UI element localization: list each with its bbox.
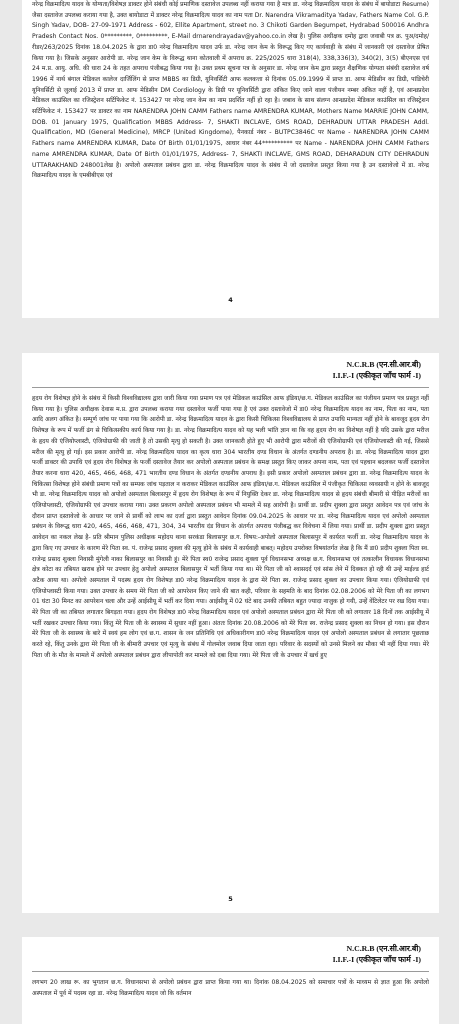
header-iif: I.I.F.-I (एकीकृत जाँच फार्म -I) — [332, 371, 421, 380]
document-page-6 — [22, 937, 439, 1024]
page-body-text: हृदय रोग विशेषज्ञ होने के संबंध में किसी विश्वविद्यालय द्वारा जारी किया गया प्रमाण पत्र एवं मेडिकल काउंसिल आफ इंडिया/छ.ग. मेडिकल काउंसिल का पंजीयन प्रमाण पत्र प्रस्तुत नहीं किया गया है। पुलिस अधीक्षक देवास म.प्र. द्वारा उपलब्ध कराया गया दस्तावेज फर्जी पाया गया है एवं उक्त दस्तावेजो में डा0 नरेन्द्र विक्रमादित्य यादव का नाम, पिता का नाम, पता आदि अलग अंकित है। सम्पूर्ण जांच पर पाया गया कि आरोपी डा. नरेन्द्र विक्रमादित्य यादव के द्वारा किसी चिकित्सा विश्वविद्यालय से प्राप्त उपाधि मान्यता नहीं होने के बावजूद हृदय रोग विशेषज्ञ के रूप में फर्जी ढंग से चिकित्सकीय कार्य किया गया है। डा. नरेन्द्र विक्रमादित्य यादव को यह भली भांति ज्ञान था कि वह हृदय रोग का विशेषज्ञ नहीं है यदि उसके द्वारा मरीज के हृदय की एंजियोप्लास्टी, एंजियोग्राफी की जाती है तो उसकी मृत्यु हो सकती है। उक्त जानकारी होते हुए भी आरोपी द्वारा मरीजों की एंजियोग्राफी एवं एंजियोप्लास्टी की गई, जिससे मरीज की मृत्यु हो गई। इस प्रकार आरोपी डा. नरेन्द्र विक्रमादित्य यादव का कृत्य धारा 304 भारतीय दण्ड विधान के अंतर्गत दण्डनीय अपराध है। डा. नरेन्द्र विक्रमादित्य यादव द्वारा फर्जी डाक्टर की उपाधि एवं हृदय रोग विशेषज्ञ के फर्जी दस्तावेज तैयार कर अपोलो अस्पताल प्रबंधन के समक्ष प्रस्तुत किए जाकर अपना नाम, पता एवं पहचान बदलकर फर्जी दस्तावेज तैयार करना धारा 420, 465, 466, 468, 471 भारतीय दण्ड विधान के अंतर्गत दण्डनीय अपराध है। इसी प्रकार अपोलो अस्पताल प्रबंधन द्वारा डा. नरेन्द्र विक्रमादित्य यादव के चिकित्सा विशेषज्ञ होने संबंधी प्रमाण पत्रों का सम्यक जांच पड़ताल न कराकर मेडिकल काउंसिल आफ इंडिया/छ.ग. मेडिकल काउंसिल में पंजीकृत चिकित्सा व्यवसायी न होने के बावजूद भी डा. नरेन्द्र विक्रमादित्य यादव को अपोलो अस्पताल बिलासपुर में हृदय रोग विशेषज्ञ के रूप में नियुक्ति देकर डा. नरेन्द्र विक्रमादित्य यादव से हृदय संबंधी बीमारी से पीड़ित मरीजों का एंजियोप्लास्टी, एंजियोग्राफी एवं उपचार कराया गया। उक्त प्रकरण अपोलो अस्पताल प्रबंधन भी मामले में सह आरोपी है। प्रार्थी डा. प्रदीप शुक्ला द्वारा प्रस्तुत आवेदन पत्र एवं जांच के दौरान प्राप्त दस्तावेजो के आधार पर जाने से प्रार्थी को लाभ का दर्जा द्वारा प्रस्तुत आवेदन दिनांक 09.04.2025 के आधार पर डा. नरेन्द्र विक्रमादित्य यादव एवं अपोलो अस्पताल प्रबंधन के विरूद्ध धारा 420, 465, 466, 468, 471, 304, 34 भारतीय दंड विधान के अंतर्गत अपराध पंजीबद्ध कर विवेचना में लिया गया। प्रार्थी डा. प्रदीप शुक्ला द्वारा प्रस्तुत आवेदन का नकल लेख है- प्रति श्रीमान पुलिस अधीक्षक महोदय थाना सरकंडा बिलासपुर छ.ग. विषय:-अपोलो अस्पताल बिलासपुर में कार्यरत फर्जी डा. नरेन्द्र विक्रमादित्य यादव के द्वारा किए गए उपचार के कारण मेरे पिता स्व. पं. राजेन्द्र प्रसाद शुक्ला की मृत्यु होने के संबंध में कार्यवाही बाबत्। महोदय उपरोक्त विषयांतर्गत लेख है कि मैं डा0 प्रदीप शुक्ला पिता स्व. राजेन्द्र प्रसाद शुक्ला निवासी मुंगेली नाका बिलासपुर का निवासी हूं। मेरे पिता स्व0 राजेन्द्र प्रसाद शुक्ला पूर्व विधानसभा अध्यक्ष छ.ग. विधानसभा एवं तत्कालीन विधायक विधानसभा क्षेत्र कोटा का तबियत खराब होने पर उपचार हेतु अपोलो अस्पताल बिलासपुर में भर्ती किया गया था। मेरे पिता जी को श्वासदर्द एवं सांस लेने में दिक्कत हो रही थी उन्हें माईल्ड हार्ट अटैक आया था। अपोलो अस्पताल में पदस्थ हृदय रोग विशेषज्ञ डा0 नरेन्द्र विक्रमादित्य यादव के द्वारा मेरे पिता स्व. राजेन्द्र प्रसाद शुक्ला का उपचार किया गया। एंजियोग्राफी एवं एंजियोप्लास्टी किया गया। उक्त उपचार के समय मेरे पिता जी को आपरेशन किए जाने की बात कही, परिवार के सहमति के बाद दिनांक 02.08.2006 को मेरे पिता जी का लगभग 01 घंटा 30 मिनट का आपरेशन चला और उन्हें आईसीयू में भर्ती कर दिया गया। आईसीयू में 02 घंटे बाद उनकी तबियत बहुत ज्यादा नाजुक हो गयी, उन्हें वेंटिलेटर पर रख दिया गया। मेरे पिता जी का तबियत लगातार बिगड़ता गया। हृदय रोग विशेषज्ञ डा0 नरेन्द्र विक्रमादित्य यादव एवं अपोलो अस्पताल प्रबंधन द्वारा मेरे पिता जी को लगातार 18 दिनों तक आईसीयू में भर्ती रखकर उपचार किया गया। किंतु मेरे पिता जी के स्वास्थ्य में सुधार नहीं हुआ। अंततः दिनांक 20.08.2006 को मेरे पिता स्व. राजेन्द्र प्रसाद शुक्ला का निधन हो गया। इस दौरान मेरे पिता जी के स्वास्थ्य के बारे में स्वयं हम लोग एवं छ.ग. शासन के जन प्रतिनिधि एवं अधिकारीगण डा0 नरेन्द्र विक्रमादित्य यादव एवं अपोलो अस्पताल प्रबंधन से लगातार पूछताछ करते रहे, किंतु उनके द्वारा मेरे पिता जी के बीमारी उपचार एवं मृत्यु के संबंध में गोलमोल जवाब दिया जाता रहा। परिवार के सदस्यों को उनसे मिलने का मौका भी नहीं दिया गया। मेरे पिता जी के मौत के मामले में अपोलो अस्पताल प्रबंधन द्वारा लीपापोती कर मामले को दबा दिया गया। मेरे पिता जी के उपचार में खर्च हुए — [32, 395, 429, 659]
header-iif: I.I.F.-I (एकीकृत जाँच फार्म -I) — [332, 955, 421, 964]
page-number: 5 — [228, 895, 233, 903]
page-body-text: लगभग 20 लाख रू. का भुगतान छ.ग. विधानसभा से अपोलो प्रबंधन द्वारा प्राप्त किया गया था। दिनांक 08.04.2025 को समाचार पत्रों के माध्यम से ज्ञात हुआ कि अपोलो अस्पताल में पूर्व में पदस्थ रहा डा. नरेन्द्र विक्रमादित्य यादव जो कि वर्तमान — [32, 979, 429, 997]
page-header — [32, 353, 429, 381]
document-page-4 — [22, 0, 439, 318]
header-divider — [32, 387, 429, 388]
header-ncrb: N.C.R.B (एन.सी.आर.बी) — [346, 360, 421, 369]
page-number: 4 — [228, 296, 233, 304]
page-body-text: नरेन्द्र विक्रमादित्य यादव के योग्यता/विशेषज्ञ डाक्टर होने संबंधी कोई प्रमाणिक दस्तावेज उपलब्ध नहीं कराया गया है मात्र डा. नरेन्द्र विक्रमादित्य यादव के संबंध में बायोडाटा Resume) जैसा दस्तावेज उपलब्ध कराया गया है, उक्त बायोडाटा में डाक्टर नरेन्द्र विक्रमादित्य यादव का नाम पता Dr. Narendra Vikramaditya Yadav, Fathers Name Col. G.P. Singh Yadav, DOB- 27-09-1971 Address - 602, Ellite Apartment, street no. 3 Chikoti Garden Begumpet, Hydrabad 500016 Andhra Pradesh Contact Nos. 0*********, 0*********, E-Mail drnarendrayadav@yahoo.co.in लेख है। पुलिस अधीक्षक दमोह द्वारा जवाबी पत्र क्र. पुअ/दमोह/रीडर/263/2025 दिनांक 18.04.2025 के द्वारा डा0 नरेन्द्र विक्रमादित्य यादव उर्फ डा. नरेन्द्र जान केम के विरूद्ध किए गए कार्यवाही के संबंध में जानकारी एवं दस्तावेज प्रेषित किया गया है। जिसके अनुसार आरोपी डा. नरेन्द्र जान केम के विरूद्ध थाना कोतवाली में अपराध क्र. 225/2025 धारा 318(4), 338,336(3), 340(2), 3(5) बीएनएस एवं 24 म.प्र. आयु. अधि. की धारा 24 के तहत अपराध पंजीबद्ध किया गया है। उक्त प्रथम सूचना पत्र के अनुसार डा. नरेन्द्र जान केम द्वारा प्रस्तुत शैक्षणिक योग्यता संबंधी दस्तावेज वर्ष 1996 में नार्थ बंगाल मेडिकल कालेज दार्जिलिंग से प्राप्त MBBS का डिग्री, यूनिवर्सिटी आफ कलकत्ता से दिनांक 05.09.1999 में प्राप्त डा. आफ मेडिसीन का डिग्री, पांडिचेरी यूनिवर्सिटी से जुलाई 2013 में प्राप्त डा. आफ मेडिसीन DM Cordiology के डिग्री पर यूनिवर्सिटी द्वारा अंकित किए जाने वाला पंजीयन नम्बर अंकित नहीं है, एवं आन्ध्रप्रदेश मेडिकल काउंसिल का रजिस्ट्रेशन सर्टिफिकेट नं. 153427 पर नरेन्द्र जान केम का नाम प्रदर्शित नहीं हो रहा है। जबाव के साथ संलग्न आन्ध्रप्रदेश मेडिकल काउंसिल का रजिस्ट्रेशन सर्टिफिकेट नं. 153427 पर डाक्टर का नाम NARENDRA JOHN CAMM Fathers name AMRENDRA KUMAR, Mothers Name MARRIE JOHN CAMM, DOB. 01 January 1975, Qualification MBBS Address- 7, SHAKTI INCLAVE, GMS ROAD, DEHRADUN UTTAR PRADESH Addl. Qualification, MD (General Medicine), MRCP (United Kingdome), पैनकार्ड नंबर - BUTPC3846C पर Name - NARENDRA JOHN CAMM Fathers name AMRENDRA KUMAR, Date Of Birth 01/01/1975, आधार नंबर 44********** पर Name - NARENDRA JOHN CAMM Fathers name AMRENDRA KUMAR, Date Of Birth 01/01/1975, Address- 7, SHAKTI INCLAVE, GMS ROAD, DEHARADUN CITY DEHRADUN UTTARAKHAND 248001लेख है। अपोलो अस्पताल प्रबंधन द्वारा डा. नरेन्द्र विक्रमादित्य यादव के संबंध में जो दस्तावेज प्रस्तुत किया गया है उन दस्तावेजो में डा. नरेन्द्र विक्रमादित्य यादव के एमबीबीएस एवं — [32, 1, 429, 180]
header-divider — [32, 971, 429, 972]
document-page-5 — [22, 353, 439, 913]
page-header — [32, 937, 429, 965]
header-ncrb: N.C.R.B (एन.सी.आर.बी) — [346, 944, 421, 953]
